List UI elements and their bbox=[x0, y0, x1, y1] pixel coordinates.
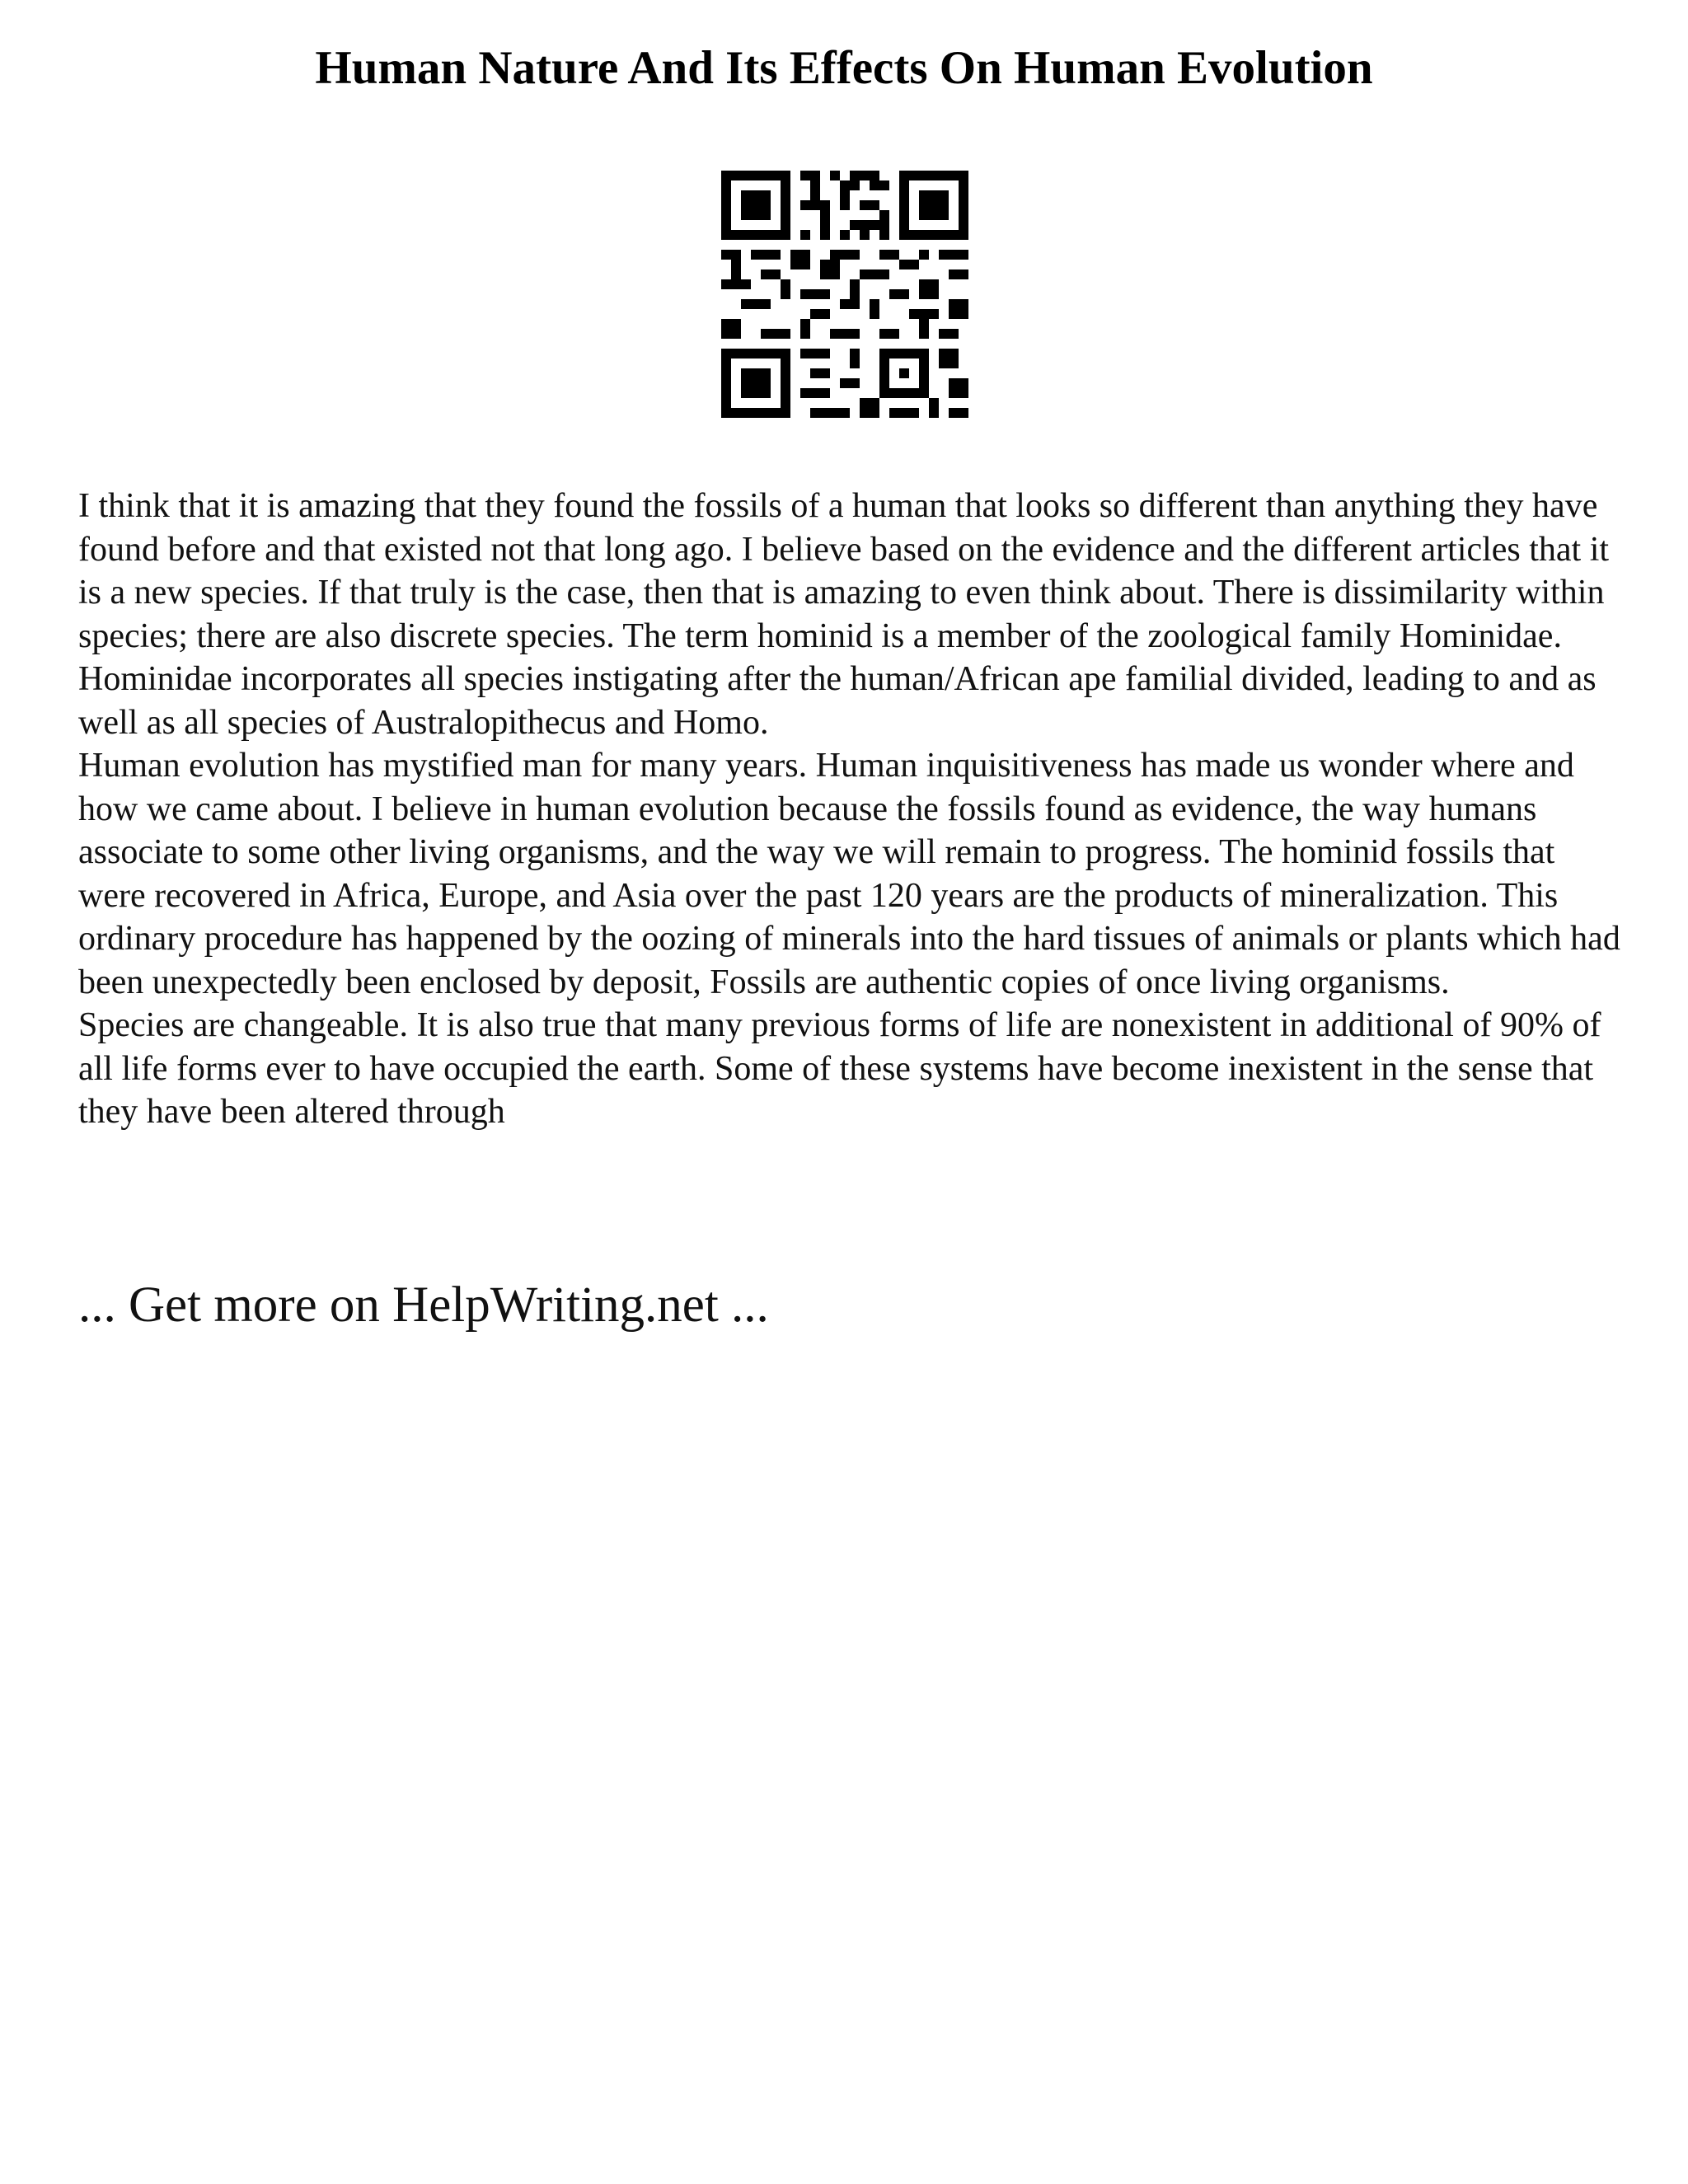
paragraph: I think that it is amazing that they found the fossils of a human that looks so different than anything they have found before and that existed not that long ago. I believe based on the evidence and the different articles that it is a new species. If that truly is the case, then that is amazing to even think about. There is dissimilarity within species; there are also discrete species. The term hominid is a member of the zoological family Hominidae. Hominidae incorporates all species instigating after the human/African ape familial divided, leading to and as well as all species of Australopithecus and Homo. bbox=[78, 487, 1610, 742]
qr-code-icon bbox=[721, 171, 968, 418]
paragraph: Species are changeable. It is also true that many previous forms of life are nonexistent in additional of 90% of all life forms ever to have occupied the earth. Some of these systems have become inexistent in the sense that they have been altered through bbox=[78, 1006, 1601, 1131]
paragraph: Human evolution has mystified man for many years. Human inquisitiveness has made us wonder where and how we came about. I believe in human evolution because the fossils found as evidence, the way humans associate to some other living organisms, and the way we will remain to progress. The hominid fossils that were recovered in Africa, Europe, and Asia over the past 120 years are the products of mineralization. This ordinary procedure has happened by the oozing of minerals into the hard tissues of animals or plants which had been unexpectedly been enclosed by deposit, Fossils are authentic copies of once living organisms. bbox=[78, 747, 1620, 1001]
page-title: Human Nature And Its Effects On Human Evolution bbox=[315, 42, 1373, 94]
get-more-link[interactable]: ... Get more on HelpWriting.net ... bbox=[78, 1277, 769, 1333]
article-body bbox=[78, 485, 1628, 1134]
